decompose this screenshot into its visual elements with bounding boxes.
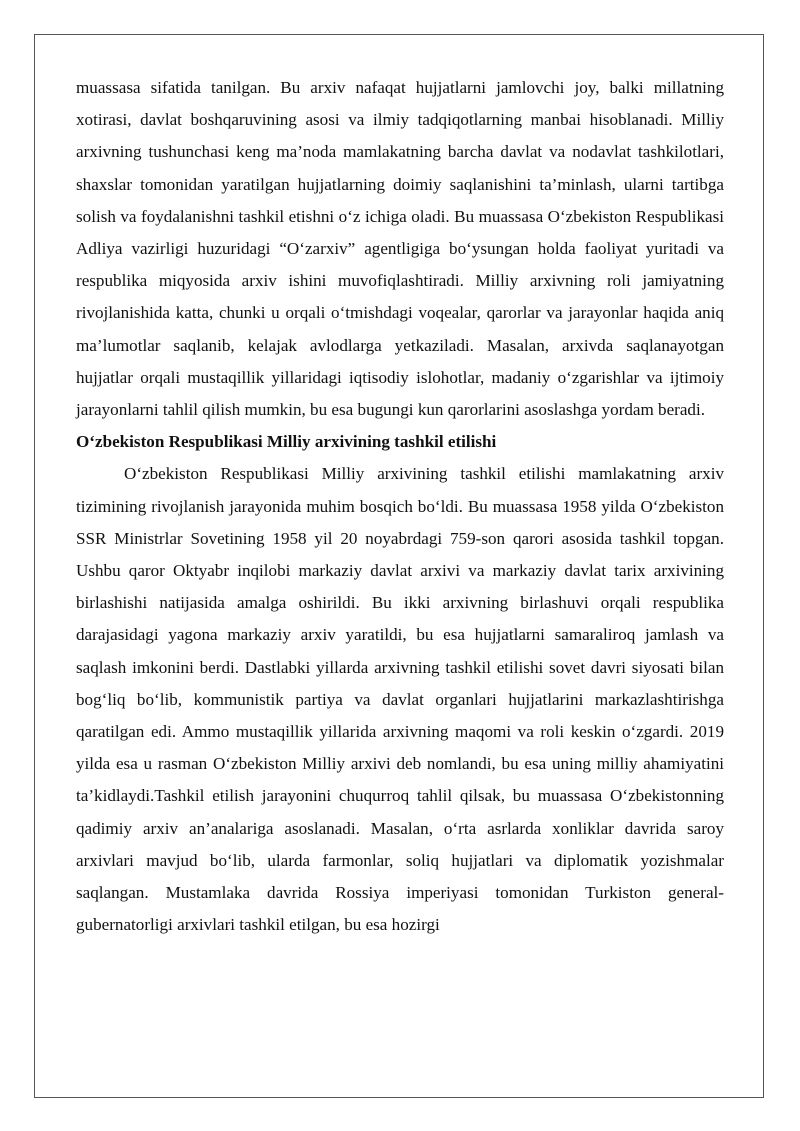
document-body [76, 72, 724, 941]
body-paragraph-continued: muassasa sifatida tanilgan. Bu arxiv nafaqat hujjatlarni jamlovchi joy, balki millatning xotirasi, davlat boshqaruvining asosi va ilmiy tadqiqotlarning manbai hisoblanadi. Milliy arxivning tushunchasi keng ma’noda mamlakatning barcha davlat va nodavlat tashkilotlari, shaxslar tomonidan yaratilgan hujjatlarning doimiy saqlanishini ta’minlash, ularni tartibga solish va foydalanishni tashkil etishni o‘z ichiga oladi. Bu muassasa O‘zbekiston Respublikasi Adliya vazirligi huzuridagi “O‘zarxiv” agentligiga bo‘ysungan holda faoliyat yuritadi va respublika miqyosida arxiv ishini muvofiqlashtiradi. Milliy arxivning roli jamiyatning rivojlanishida katta, chunki u orqali o‘tmishdagi voqealar, qarorlar va jarayonlar haqida aniq ma’lumotlar saqlanib, kelajak avlodlarga yetkaziladi. Masalan, arxivda saqlanayotgan hujjatlar orqali mustaqillik yillaridagi iqtisodiy islohotlar, madaniy o‘zgarishlar va ijtimoiy jarayonlarni tahlil qilish mumkin, bu esa bugungi kun qarorlarini asoslashga yordam beradi. [76, 78, 724, 420]
body-paragraph: O‘zbekiston Respublikasi Milliy arxivining tashkil etilishi mamlakatning arxiv tizimining rivojlanish jarayonida muhim bosqich bo‘ldi. Bu muassasa 1958 yilda O‘zbekiston SSR Ministrlar Sovetining 1958 yil 20 noyabrdagi 759-son qarori asosida tashkil topgan. Ushbu qaror Oktyabr inqilobi markaziy davlat arxivi va markaziy davlat tarix arxivining birlashishi natijasida amalga oshirildi. Bu ikki arxivning birlashuvi orqali respublika darajasidagi yagona markaziy arxiv yaratildi, bu esa hujjatlarni samaraliroq jamlash va saqlash imkonini berdi. Dastlabki yillarda arxivning tashkil etilishi sovet davri siyosati bilan bog‘liq bo‘lib, kommunistik partiya va davlat organlari hujjatlarini markazlashtirishga qaratilgan edi. Ammo mustaqillik yillarida arxivning maqomi va roli keskin o‘zgardi. 2019 yilda esa u rasman O‘zbekiston Milliy arxivi deb nomlandi, bu esa uning milliy ahamiyatini ta’kidlaydi.Tashkil etilish jarayonini chuqurroq tahlil qilsak, bu muassasa O‘zbekistonning qadimiy arxiv an’analariga asoslanadi. Masalan, o‘rta asrlarda xonliklar davrida saroy arxivlari mavjud bo‘lib, ularda farmonlar, soliq hujjatlari va diplomatik yozishmalar saqlangan. Mustamlaka davrida Rossiya imperiyasi tomonidan Turkiston general-gubernatorligi arxivlari tashkil etilgan, bu esa hozirgi [76, 464, 724, 935]
section-heading: O‘zbekiston Respublikasi Milliy arxivining tashkil etilishi [76, 432, 497, 452]
